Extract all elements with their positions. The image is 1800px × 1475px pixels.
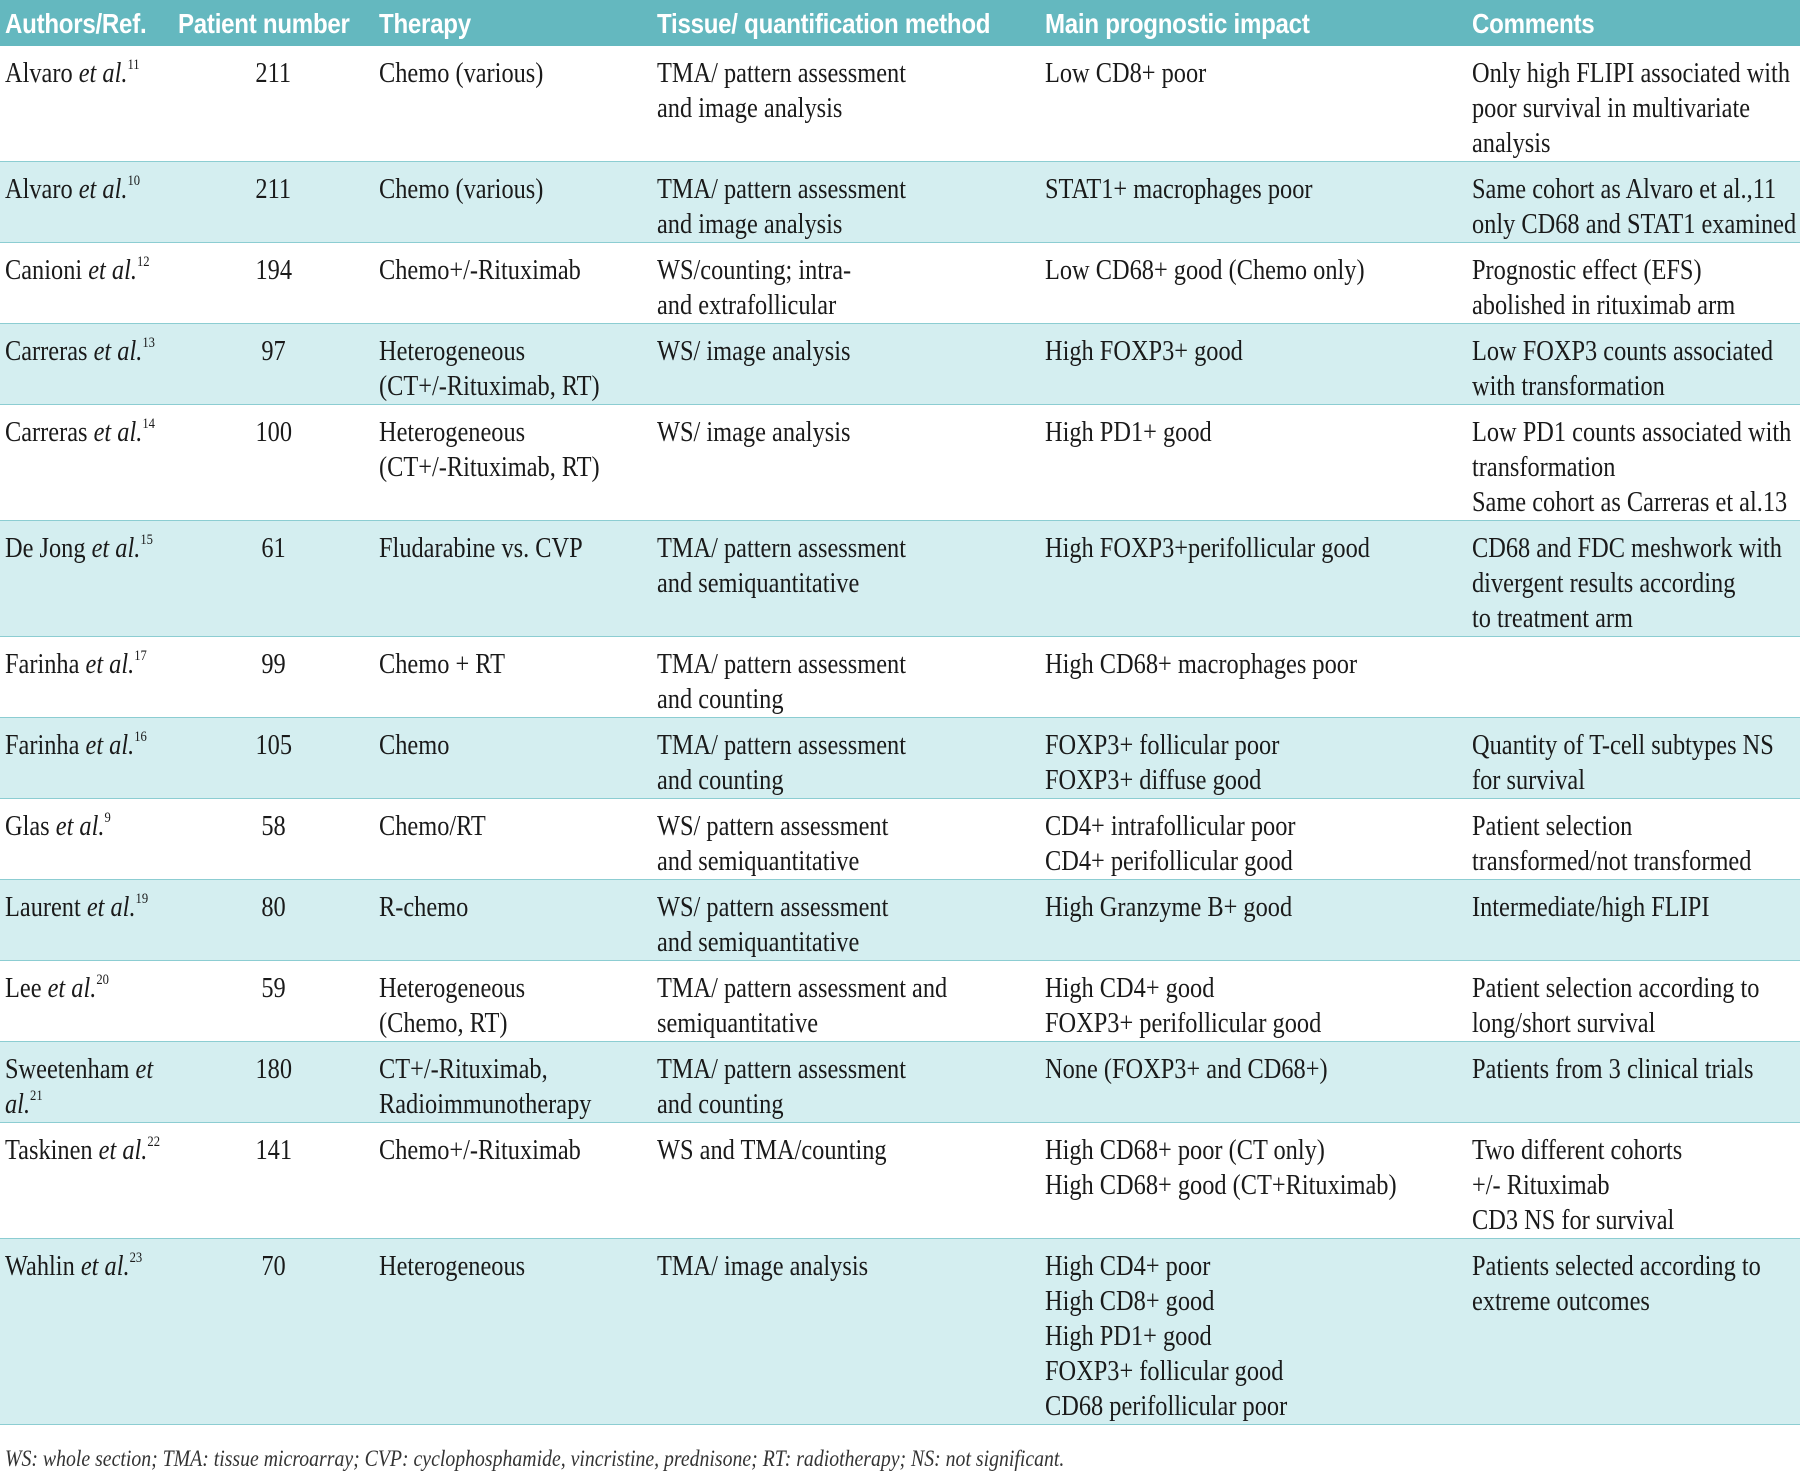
cell-author <box>0 637 173 718</box>
cell-therapy <box>374 46 652 162</box>
et-al: et al. <box>85 648 135 680</box>
cell-comments <box>1467 1042 1800 1123</box>
cell-tissue-method-text: TMA/ pattern assessment and counting <box>657 648 906 715</box>
cell-prognostic-impact-text: FOXP3+ follicular poor FOXP3+ diffuse good <box>1045 729 1280 796</box>
cell-comments-text: Patient selection transformed/not transformed <box>1472 810 1752 877</box>
cell-patient-number-text: 58 <box>261 810 286 842</box>
cell-therapy <box>374 880 652 961</box>
header-comments: Comments <box>1472 8 1595 39</box>
et-al: et al. <box>93 335 143 367</box>
cell-comments <box>1467 243 1800 324</box>
table-row <box>0 718 1800 799</box>
cell-comments <box>1467 799 1800 880</box>
cell-patient-number <box>173 1123 374 1239</box>
cell-therapy <box>374 243 652 324</box>
et-al: et al. <box>55 810 105 842</box>
cell-tissue-method-text: TMA/ pattern assessment and image analysis <box>657 173 906 240</box>
author-name: Glas <box>5 810 50 842</box>
cell-patient-number <box>173 46 374 162</box>
cell-tissue-method-text: WS/ pattern assessment and semiquantitative <box>657 891 889 958</box>
et-al: et al. <box>88 254 137 286</box>
reference-number: 10 <box>127 173 141 189</box>
cell-therapy <box>374 637 652 718</box>
cell-therapy-text: Chemo+/-Rituximab <box>379 254 581 286</box>
cell-therapy <box>374 521 652 637</box>
cell-patient-number <box>173 1239 374 1425</box>
table-body <box>0 46 1800 1425</box>
cell-prognostic-impact-text: High CD68+ poor (CT only) High CD68+ good (CT+Rituximab) <box>1045 1134 1397 1201</box>
cell-patient-number-text: 105 <box>255 729 292 761</box>
cell-tissue-method <box>652 324 1040 405</box>
cell-tissue-method-text: TMA/ pattern assessment and image analysis <box>657 57 906 124</box>
cell-therapy-text: Heterogeneous <box>379 1250 526 1282</box>
author-name: Farinha <box>5 729 80 761</box>
reference-number: 21 <box>30 1088 43 1104</box>
cell-author <box>0 324 173 405</box>
cell-comments-text: Patient selection according to long/short survival <box>1472 972 1760 1039</box>
cell-therapy-text: Fludarabine vs. CVP <box>379 532 583 564</box>
cell-comments-text: Patients selected according to extreme outcomes <box>1472 1250 1761 1317</box>
cell-therapy <box>374 162 652 243</box>
author-name: Laurent <box>5 891 81 923</box>
cell-comments-text: CD68 and FDC meshwork with divergent results according to treatment arm <box>1472 532 1782 634</box>
cell-tissue-method-text: WS/ image analysis <box>657 335 851 367</box>
cell-tissue-method <box>652 405 1040 521</box>
table-row <box>0 162 1800 243</box>
cell-comments-text: Intermediate/high FLIPI <box>1472 891 1710 923</box>
cell-comments-text: Two different cohorts +/- Rituximab CD3 NS for survival <box>1472 1134 1683 1236</box>
cell-patient-number <box>173 880 374 961</box>
reference-number: 17 <box>134 648 147 664</box>
cell-comments-text: Quantity of T-cell subtypes NS for survival <box>1472 729 1774 796</box>
cell-author <box>0 1123 173 1239</box>
header-therapy: Therapy <box>379 8 471 39</box>
cell-tissue-method <box>652 637 1040 718</box>
cell-tissue-method <box>652 1123 1040 1239</box>
cell-author <box>0 961 173 1042</box>
cell-author <box>0 799 173 880</box>
cell-comments <box>1467 961 1800 1042</box>
author-name: Carreras <box>5 416 88 448</box>
header-patient-number: Patient number <box>178 8 350 39</box>
cell-tissue-method-text: TMA/ image analysis <box>657 1250 869 1282</box>
cell-patient-number <box>173 637 374 718</box>
cell-tissue-method <box>652 1042 1040 1123</box>
cell-patient-number <box>173 521 374 637</box>
table-row <box>0 1042 1800 1123</box>
cell-comments <box>1467 1239 1800 1425</box>
cell-patient-number-text: 80 <box>261 891 286 923</box>
cell-patient-number <box>173 718 374 799</box>
cell-tissue-method <box>652 718 1040 799</box>
cell-therapy <box>374 1123 652 1239</box>
table-row <box>0 521 1800 637</box>
cell-tissue-method-text: TMA/ pattern assessment and counting <box>657 729 906 796</box>
cell-comments-text: Only high FLIPI associated with poor survival in multivariate analysis <box>1472 57 1791 159</box>
cell-patient-number <box>173 1042 374 1123</box>
cell-prognostic-impact-text: High FOXP3+ good <box>1045 335 1243 367</box>
cell-author <box>0 521 173 637</box>
cell-comments-text: Same cohort as Alvaro et al.,11 only CD68 and STAT1 examined <box>1472 173 1797 240</box>
cell-therapy <box>374 1042 652 1123</box>
cell-therapy-text: CT+/-Rituximab, Radioimmunotherapy <box>379 1053 592 1120</box>
et-al: et al. <box>91 532 141 564</box>
cell-prognostic-impact-text: High Granzyme B+ good <box>1045 891 1293 923</box>
table-row <box>0 961 1800 1042</box>
cell-prognostic-impact-text: None (FOXP3+ and CD68+) <box>1045 1053 1328 1085</box>
reference-number: 12 <box>136 254 150 270</box>
table-row <box>0 243 1800 324</box>
cell-tissue-method <box>652 162 1040 243</box>
author-name: Taskinen <box>5 1134 93 1166</box>
cell-prognostic-impact <box>1040 162 1467 243</box>
cell-comments-text: Patients from 3 clinical trials <box>1472 1053 1754 1085</box>
cell-patient-number-text: 211 <box>255 173 292 205</box>
cell-tissue-method <box>652 1239 1040 1425</box>
cell-patient-number <box>173 324 374 405</box>
author-name: Wahlin <box>5 1250 75 1282</box>
cell-author <box>0 162 173 243</box>
cell-author <box>0 46 173 162</box>
cell-therapy-text: Heterogeneous (Chemo, RT) <box>379 972 526 1039</box>
header-authors: Authors/Ref. <box>5 8 147 39</box>
cell-patient-number <box>173 162 374 243</box>
cell-author <box>0 243 173 324</box>
cell-tissue-method-text: WS/ image analysis <box>657 416 851 448</box>
author-name: Sweetenham <box>5 1053 130 1085</box>
cell-prognostic-impact-text: High CD4+ poor High CD8+ good High PD1+ good FOXP3+ follicular good CD68 perifollicular poor <box>1045 1250 1288 1422</box>
cell-patient-number <box>173 799 374 880</box>
cell-patient-number-text: 194 <box>255 254 292 286</box>
cell-prognostic-impact <box>1040 324 1467 405</box>
cell-prognostic-impact-text: High PD1+ good <box>1045 416 1212 448</box>
cell-patient-number-text: 141 <box>255 1134 292 1166</box>
cell-prognostic-impact <box>1040 799 1467 880</box>
cell-author <box>0 718 173 799</box>
table-row <box>0 1123 1800 1239</box>
table-row <box>0 46 1800 162</box>
cell-prognostic-impact <box>1040 46 1467 162</box>
cell-therapy <box>374 1239 652 1425</box>
table-header <box>0 0 1800 46</box>
cell-prognostic-impact-text: STAT1+ macrophages poor <box>1045 173 1313 205</box>
cell-tissue-method-text: TMA/ pattern assessment and semiquantitative <box>657 532 906 599</box>
cell-comments <box>1467 46 1800 162</box>
et-al: et al. <box>80 1250 130 1282</box>
cell-therapy <box>374 961 652 1042</box>
cell-comments <box>1467 405 1800 521</box>
reference-number: 11 <box>127 57 140 73</box>
reference-number: 16 <box>134 729 147 745</box>
cell-patient-number-text: 180 <box>255 1053 292 1085</box>
cell-patient-number-text: 100 <box>255 416 292 448</box>
cell-tissue-method <box>652 243 1040 324</box>
cell-comments <box>1467 521 1800 637</box>
cell-author <box>0 1042 173 1123</box>
table-row <box>0 405 1800 521</box>
cell-comments <box>1467 1123 1800 1239</box>
cell-prognostic-impact-text: Low CD8+ poor <box>1045 57 1207 89</box>
table-row <box>0 799 1800 880</box>
cell-patient-number <box>173 243 374 324</box>
cell-prognostic-impact <box>1040 718 1467 799</box>
et-al: et al. <box>86 891 136 923</box>
cell-prognostic-impact <box>1040 880 1467 961</box>
author-name: Lee <box>5 972 42 1004</box>
cell-prognostic-impact <box>1040 243 1467 324</box>
et-al: et al. <box>47 972 97 1004</box>
header-tissue-method: Tissue/ quantification method <box>657 8 991 39</box>
cell-tissue-method <box>652 880 1040 961</box>
cell-tissue-method <box>652 961 1040 1042</box>
cell-prognostic-impact <box>1040 521 1467 637</box>
table-row <box>0 324 1800 405</box>
cell-therapy-text: R-chemo <box>379 891 469 923</box>
cell-prognostic-impact <box>1040 1042 1467 1123</box>
cell-prognostic-impact <box>1040 637 1467 718</box>
reference-number: 13 <box>142 335 155 351</box>
cell-tissue-method <box>652 799 1040 880</box>
cell-prognostic-impact <box>1040 1123 1467 1239</box>
cell-comments-text: Low PD1 counts associated with transformation Same cohort as Carreras et al.13 <box>1472 416 1792 518</box>
cell-prognostic-impact-text: CD4+ intrafollicular poor CD4+ perifollicular good <box>1045 810 1296 877</box>
table-row <box>0 637 1800 718</box>
cell-prognostic-impact-text: High FOXP3+perifollicular good <box>1045 532 1370 564</box>
reference-number: 14 <box>142 416 155 432</box>
cell-comments <box>1467 718 1800 799</box>
cell-therapy-text: Chemo/RT <box>379 810 486 842</box>
cell-tissue-method-text: TMA/ pattern assessment and counting <box>657 1053 906 1120</box>
cell-prognostic-impact <box>1040 405 1467 521</box>
cell-patient-number-text: 59 <box>261 972 286 1004</box>
cell-patient-number-text: 211 <box>255 57 292 89</box>
cell-comments-text: Low FOXP3 counts associated with transformation <box>1472 335 1774 402</box>
cell-therapy-text: Chemo (various) <box>379 57 544 89</box>
cell-therapy-text: Chemo <box>379 729 450 761</box>
reference-number: 15 <box>140 532 153 548</box>
table-row <box>0 880 1800 961</box>
author-name: De Jong <box>5 532 86 564</box>
cell-comments <box>1467 637 1800 718</box>
cell-patient-number-text: 99 <box>261 648 286 680</box>
et-al: et al. <box>5 1053 154 1120</box>
cell-comments <box>1467 880 1800 961</box>
et-al: et al. <box>78 57 128 89</box>
cell-therapy-text: Heterogeneous (CT+/-Rituximab, RT) <box>379 335 600 402</box>
reference-number: 23 <box>129 1250 143 1266</box>
reference-number: 9 <box>104 810 111 826</box>
author-name: Canioni <box>5 254 83 286</box>
et-al: et al. <box>78 173 128 205</box>
cell-therapy <box>374 799 652 880</box>
cell-tissue-method-text: WS and TMA/counting <box>657 1134 887 1166</box>
cell-patient-number <box>173 961 374 1042</box>
cell-tissue-method <box>652 521 1040 637</box>
cell-comments <box>1467 324 1800 405</box>
et-al: et al. <box>98 1134 148 1166</box>
table-row <box>0 1239 1800 1425</box>
cell-tissue-method-text: WS/ pattern assessment and semiquantitative <box>657 810 889 877</box>
cell-therapy-text: Chemo (various) <box>379 173 544 205</box>
et-al: et al. <box>85 729 135 761</box>
header-prognostic-impact: Main prognostic impact <box>1045 8 1310 39</box>
reference-number: 20 <box>96 972 109 988</box>
cell-prognostic-impact <box>1040 1239 1467 1425</box>
reference-number: 19 <box>135 891 149 907</box>
cell-patient-number <box>173 405 374 521</box>
cell-author <box>0 405 173 521</box>
cell-tissue-method <box>652 46 1040 162</box>
reference-number: 22 <box>147 1134 161 1150</box>
cell-therapy-text: Heterogeneous (CT+/-Rituximab, RT) <box>379 416 600 483</box>
cell-therapy-text: Chemo+/-Rituximab <box>379 1134 581 1166</box>
author-name: Farinha <box>5 648 80 680</box>
cell-tissue-method-text: TMA/ pattern assessment and semiquantitative <box>657 972 948 1039</box>
cell-patient-number-text: 61 <box>261 532 286 564</box>
cell-therapy <box>374 405 652 521</box>
cell-prognostic-impact-text: Low CD68+ good (Chemo only) <box>1045 254 1365 286</box>
author-name: Carreras <box>5 335 88 367</box>
cell-author <box>0 1239 173 1425</box>
cell-therapy <box>374 324 652 405</box>
cell-prognostic-impact-text: High CD68+ macrophages poor <box>1045 648 1358 680</box>
header-row <box>0 0 1800 46</box>
cell-patient-number-text: 70 <box>261 1250 286 1282</box>
cell-therapy <box>374 718 652 799</box>
et-al: et al. <box>93 416 143 448</box>
cell-tissue-method-text: WS/counting; intra- and extrafollicular <box>657 254 852 321</box>
author-name: Alvaro <box>5 173 73 205</box>
cell-author <box>0 880 173 961</box>
cell-patient-number-text: 97 <box>261 335 286 367</box>
cell-comments-text: Prognostic effect (EFS) abolished in rituximab arm <box>1472 254 1736 321</box>
cell-comments <box>1467 162 1800 243</box>
cell-therapy-text: Chemo + RT <box>379 648 505 680</box>
table-footnote: WS: whole section; TMA: tissue microarray; CVP: cyclophosphamide, vincristine, prednisone; RT: radiotherapy; NS: not significant. <box>5 1446 1065 1471</box>
author-name: Alvaro <box>5 57 73 89</box>
cell-prognostic-impact <box>1040 961 1467 1042</box>
cell-prognostic-impact-text: High CD4+ good FOXP3+ perifollicular good <box>1045 972 1322 1039</box>
